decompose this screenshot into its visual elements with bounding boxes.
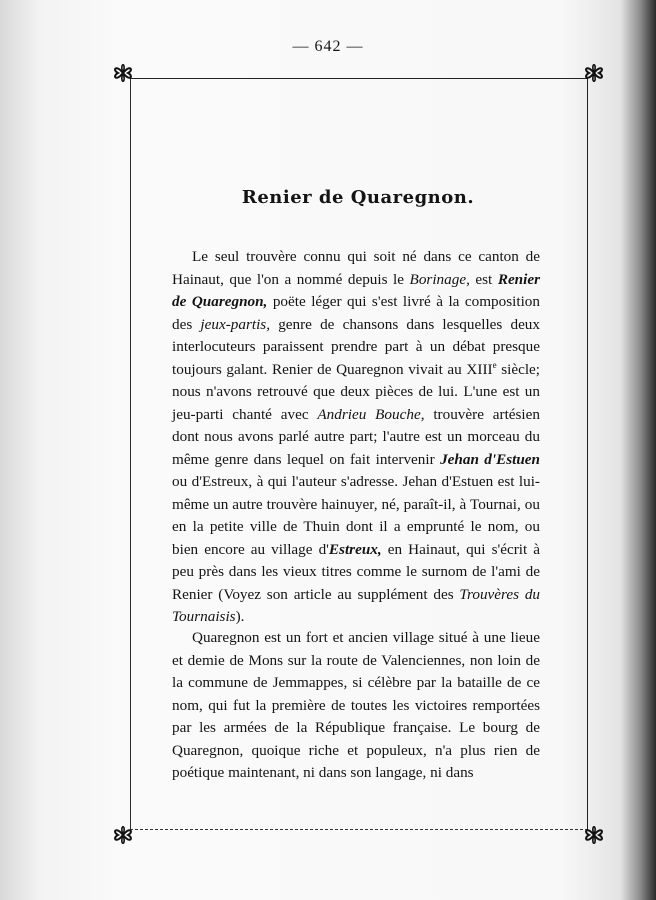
knot-ornament-icon [110,60,136,86]
author-name: Renier de Quaregnon, [172,270,541,310]
article-title: Renier de Quaregnon. [241,187,475,208]
person-name: Jehan d'Estuen [440,450,540,468]
century-numeral: XIII [466,360,493,378]
place-name: Borinage, [409,270,470,288]
century-suffix: e [492,359,497,370]
text-run: est [469,270,498,288]
text-run: siècle; nous n'avons retrouvé que deux pièces de lui. L'une est un jeu-parti chanté avec [172,360,540,423]
body-paragraph [172,246,540,629]
text-run: ou d'Estreux, à qui l'auteur s'adresse. Jehan d'Estuen est lui-même un autre trouvère hainuyer, né, paraît-il, à Tournai, ou en la petite ville de Thuin dont il a emprunté le nom, ou bien encore au village d' [172,473,540,558]
text-run: trouvère artésien dont nous avons parlé autre part; l'autre est un morceau du même genre dans lequel on fait intervenir [172,405,540,468]
page-number: — 642 — [292,38,364,55]
text-run: ). [235,608,245,625]
body-paragraph [172,627,540,785]
knot-ornament-icon [581,822,607,848]
knot-ornament-icon [110,822,136,848]
book-title: Trouvères du Tournaisis [172,585,541,625]
text-run: poëte léger qui s'est livré à la composition des [172,293,540,333]
genre-name: jeux-partis, [200,315,271,333]
text-run: genre de chansons dans lesquelles deux interlocuteurs paraissent prendre part à un débat presque toujours galant. Renier de Quaregnon vivait au [172,315,540,378]
text-run: en Hainaut, qui s'écrit à peu près dans les vieux titres comme le surnom de l'ami de Renier (Voyez son article au supplément des [172,540,541,603]
person-name: Andrieu Bouche, [317,405,425,423]
place-name: Estreux, [328,540,382,558]
text-run: Le seul trouvère connu qui soit né dans ce canton de Hainaut, que l'on a nommé depuis le [172,248,540,288]
text-run: Quaregnon est un fort et ancien village situé à une lieue et demie de Mons sur la route de Valenciennes, non loin de la commune de Jemmappes, si célèbre par la bataille de ce nom, qui fut la première de toutes les victoires remportées par les armées de la République française. Le bourg de Quaregnon, quoique riche et populeux, n'a plus rien de poétique maintenant, ni dans son langage, ni dans [172,629,540,781]
knot-ornament-icon [581,60,607,86]
